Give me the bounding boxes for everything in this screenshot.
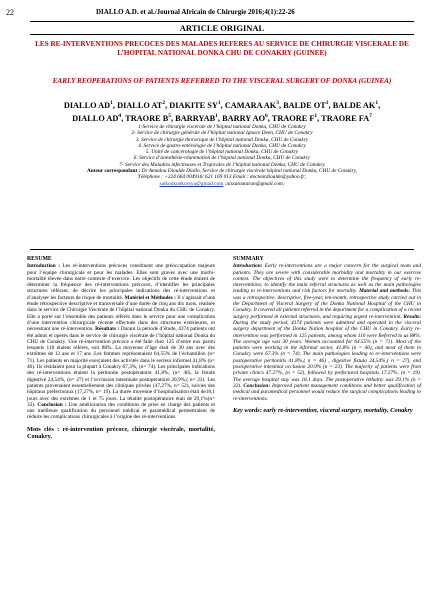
resume-text: Il s’agissait d’une étude rétrospective descriptive et transversale d’une durée de cinq ans dix mois, réalisée dans le service de Chirurgie Viscérale de l’hôpital national Donka du CHU de Conakry. Elle a porté sur l’ensemble des patients référés dans le service pour une complication d’une intervention chirurgicale récente effectuée dans des structures extérieures, et nécessitant une ré-intervention. [27, 294, 216, 333]
keywords-label: Mots clés : [27, 425, 60, 433]
resume-text: Durant la période d’étude, 4374 patients ont été admis et opérés dans le service de chirurgie viscérale de l’hôpital national Donka du CHU de Conakry. Une ré-intervention précoce a été faite chez 125 d’entre eux parmi lesquels 110 étaient référés, soit 88%. La moyenne d’âge était de 30 ans avec des extrêmes de 12 ans et 17 ans .Les femmes représentaient 64,55% de l’échantillon (n= 71). Les patients en majorité exerçaient des activités dans le secteur informel 41,8% (n= 46). Ils résidaient pour la plupart à Conakry 67,3%, (n= 74). Les principales indications des ré-interventions étaient la péritonite postopératoire 41,8%, (n= 46), la fistule digestive 24,54%, (n= 27) et l’occlusion intestinale postopératoire 20,9%,( n= 23). Les patients provenaient essentiellement des cliniques privées (47,27%, n= 52), suivies des hôpitaux préfectoraux (17,27%, n= 19). La durée moyenne d’hospitalisation était de18,1 jours avec des extrêmes de 1 et 75 jours. La létalité postopératoire était de 29,1%(n= 32). [27, 326, 216, 408]
author-affiliation-number: 1 [110, 100, 113, 106]
corresponding-phone: Téléphone : +224 664 004916/ 621 169 013 Email : docteurdioulde@yahoo.fr; [137, 174, 307, 181]
resume-text: Les ré-interventions précoces constituent une préoccupation majeure pour l’équipe chirurgicale et pour les malades. Elles sont graves avec une morbi-mortalité élevée dans notre contexte d’exercice. Les objectifs de cette étude étaient de déterminer la fréquence des ré-interventions précoces, d’identifier les principales structures référant, de décrire les principales indications des ré-interventions et d’analyser les facteurs de risque de mortalité. [27, 263, 215, 301]
summary-body [233, 263, 421, 402]
author-name: TRAORE $F^1$ [271, 112, 318, 123]
summary-text: Early re-interventions are a major concern for the surgical team and patients. They are severe with considerable morbidity and mortality in our exercise context. The objectives of this study were to determine the frequency of early re-interventions; to identify the main referral structures as well as the main pathologies leading to re-interventions and risk factors for mortality. [233, 263, 421, 295]
author-affiliation-number: 2 [162, 100, 166, 106]
resume-keywords [27, 426, 215, 441]
affiliation: 5. Unité de cancérologie de l’hôpital national Donka, CHU de Conakry [145, 149, 299, 156]
corresponding-label: Auteur correspondant : [86, 168, 141, 175]
email-link[interactable]: saikoukonkornya@gmail.com [159, 180, 224, 187]
author-name: BALDE $AK^1$ [332, 100, 379, 110]
summary-heading: SUMMARY [233, 256, 264, 262]
author-line: DIALLO $AD^4$, TRAORE $B^5$, BARRYAB$^1$, BARRY $AO^6$, TRAORE $F^1$, TRAORE $FA^7$ [72, 112, 372, 123]
author-name: DIALLO $AD^4$ [72, 112, 122, 123]
resume-lead: Introduction : [27, 263, 60, 270]
author-name: TRAORE $B^5$ [125, 112, 172, 123]
resume-column [27, 256, 215, 440]
abstract-rule [30, 249, 414, 250]
author-affiliation-number: 1 [375, 100, 379, 106]
author-name: DIAKITE $SY^1$ [169, 100, 221, 110]
journal-header: DIALLO A.D. et al./Journal Africain de Chirurgie 2016;4(1):22-26 [96, 8, 295, 16]
author-name: BARRYAB$^1$ [175, 112, 218, 123]
author-affiliation-number: 1 [217, 100, 221, 106]
affiliation: 3. Service de chirurgie thoracique de l’hôpital national Donka, CHU de Conakry [135, 136, 309, 143]
keywords-label: Key words: [233, 406, 262, 414]
resume-lead: Matériel et Méthodes : [124, 294, 176, 301]
author-name: BARRY $AO^6$ [222, 112, 268, 123]
author-affiliation-number: 1 [325, 100, 329, 106]
author-affiliation-number: 3 [276, 100, 279, 106]
article-type: ARTICLE ORIGINAL [179, 23, 265, 33]
author-name: CAMARA $AK^3$ [224, 100, 279, 110]
affiliations [28, 124, 416, 187]
author-affiliation-number: 1 [215, 112, 218, 119]
author-affiliation-number: 6 [265, 112, 268, 119]
corresponding-text: Dr Amadou Dioulde Diallo, Service de chirurgie viscérale hôpital national Donka, CHU de Conakry, [141, 168, 358, 175]
summary-lead: Results: [403, 313, 421, 320]
author-line: DIALLO $AD^1$, DIALLO $AT^2$, DIAKITE $SY^1$, CAMARA $AK^3$, BALDE $OT^1$, BALDE $AK^1$, [63, 100, 381, 110]
resume-text: Une amélioration des conditions de prise en charge des patients et une meilleure qualification du personnel médical et paramédical permettraient de réduire les complications chirurgicales à l’origine des ré-interventions. [27, 401, 215, 421]
resume-body [27, 263, 215, 420]
resume-lead: Résultats : [95, 326, 120, 333]
keywords-text: early re-intervention, visceral surgery, mortality, Conakry [261, 406, 413, 414]
affiliation: 6. Service d’anesthésie-réanimation de l’hôpital national Donka, CHU de Conakry [133, 155, 311, 162]
summary-column [233, 256, 421, 414]
resume-heading: RESUME [27, 256, 52, 262]
title-english: EARLY REOPERATIONS OF PATIENTS REFERRED TO THE VISCERAL SURGERY OF DONKA (GUINEA) [52, 77, 392, 85]
affiliation: 1-Service de chirurgie viscérale de l’hôpital national Donka, CHU de Conakry [138, 124, 306, 130]
summary-lead: Conclusion: [243, 382, 271, 389]
author-affiliation-number: 5 [168, 112, 172, 119]
corresponding-emails [28, 181, 416, 187]
summary-text: This was a retrospective, descriptive, five-year, ten-month, retrospective study carried out in the Department of Visceral Surgery of the Donka National Hospital of the CHU in Conakry. It covered all patients referred in the department for a complication of a recent surgery performed in external structures, and requiring urgent re-intervention. [233, 288, 421, 320]
author-affiliation-number: 1 [314, 112, 318, 119]
summary-text: Improved patient management conditions and better qualification of medical and paramedical personnel would reduce the surgical complications leading to re-interventions. [233, 382, 421, 402]
affiliation: 7- Service des Maladies infectieuses et Tropicales de l’hôpital national Donka, CHU de Conakry [119, 161, 325, 168]
author-affiliation-number: 7 [369, 112, 372, 119]
summary-lead: Material and methods: [359, 288, 410, 295]
keywords-text: ré-intervention précoce, chirurgie viscérale, mortalité, Conakry. [27, 425, 215, 441]
author-name: BALDE $OT^1$ [283, 100, 329, 110]
author-list [30, 98, 414, 124]
author-name: DIALLO $AT^2$ [117, 100, 166, 110]
section-rule [30, 34, 414, 35]
summary-keywords [233, 407, 421, 414]
author-name: TRAORE $FA^7$ [321, 112, 372, 123]
page-number: 22 [6, 8, 14, 17]
author-affiliation-number: 4 [118, 112, 122, 119]
title-french: LES RE-INTERVENTIONS PRECOCES DES MALADES REFERES AU SERVICE DE CHIRURGIE VISCERALE DE L’HOPITAL NATIONAL DONKA CHU DE CONAKRY (GUINEE) [35, 40, 409, 57]
affiliation: 4. Service de gastro-entérologie de l’hôpital national Donka, CHU de Conakry [138, 142, 306, 149]
summary-text: During the study period, 4374 patients were admitted and operated in the visceral surgery department of the Donka Nation hospital of the CHU in Conakry. Early re-intervention was performed in 125 patients, among whom 110 were Referred to us 88%. The average age was 30 years. Women accounted for 64.55% (n = 71). Most of the patients were working in the informal sector, 41.8% (n = 46), and most of them in Conakry were 67.3% (n = 74). The main pathologies leading to re-interventions were postoperative peritonitis 41.8%,( n = 46) , digestive fistula 24.54%,( n = 27), and postoperative intestinal occlusion 20.9% (n = 23). The majority of patients were from private clinics 47.27%, (n = 52), followed by prefectural hospitals 17.27%, (n = 19). The average hospital stay was 18.1 days. The postoperative lethality was 29.1% (n = 32). [233, 319, 421, 389]
author-name: DIALLO $AD^1$ [63, 100, 113, 110]
resume-lead: Conclusion : [37, 401, 67, 408]
affiliation: 2- Service de chirurgie générale de l’hôpital national Ignace Deen, CHU de Conakry [131, 130, 313, 137]
summary-lead: Introduction: [233, 263, 263, 270]
email-link-secondary: ;aissatoutaran@gmail.com; [224, 180, 285, 187]
